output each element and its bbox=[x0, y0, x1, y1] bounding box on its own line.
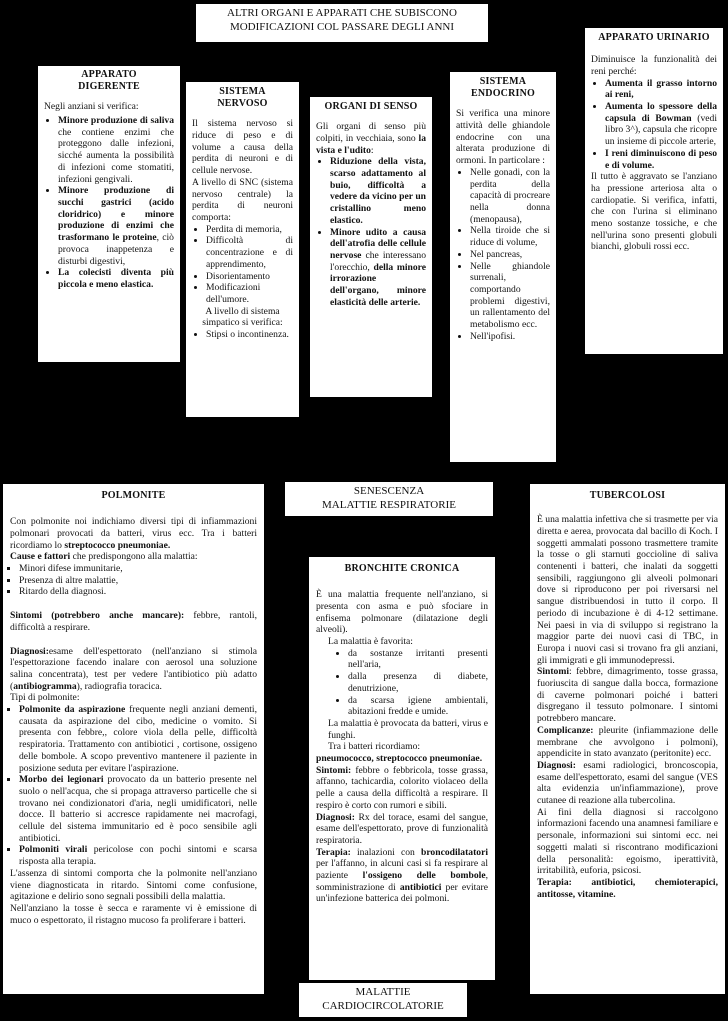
list-item: • da scarsa igiene ambientali, abitazioni fredde e umide. bbox=[348, 695, 488, 718]
card-bronchite-cronica bbox=[309, 557, 495, 980]
list-item: ▪ Presenza di altre malattie, bbox=[19, 575, 257, 587]
list-item: • Stipsi o incontinenza. bbox=[206, 329, 293, 341]
paragraph: È una malattia infettiva che si trasmette per via diretta e aerea, provocata dal bacillo di Koch. I soggetti ammalati possono trasmettere tramite la tosse o gli starnuti goccioline di saliva contenenti i batteri, che inalati da soggetti sensibili, raggiungono gli alveoli polmonari dove si riproducono per poi riversarsi nel sangue distribuendosi in tutto il corpo. Il periodo di incubazione è di 4-12 settimane. Nei paesi in via di sviluppo si registrano la maggior parte dei nuovi casi di TBC, in Europa i nuovi casi si trovano fra gli anziani, gli immigrati e gli immunodepressi. bbox=[537, 514, 718, 666]
list-item: ▪ Morbo dei legionari provocato da un batterio presente nel suolo o nell'acqua, che si propaga attraverso particelle che si trovano nei condizionatori d'aria, negli umidificatori, nelle docce. Il batterio si accresce rapidamente nei macrofagi, cellule del sistema immunitario ed è poco sensibile agli antibiotici. bbox=[19, 774, 257, 844]
list-item: • Aumenta il grasso intorno ai reni, bbox=[605, 78, 717, 101]
card-title: SISTEMA NERVOSO bbox=[217, 86, 268, 110]
bottom-title-line-1: MALATTIE bbox=[355, 986, 411, 998]
list-item: • Nella tiroide che si riduce di volume, bbox=[470, 225, 550, 248]
paragraph: A livello di SNC (sistema nervoso centrale) la perdita di neuroni comporta: bbox=[192, 176, 293, 223]
paragraph: Il tutto è aggravato se l'anziano ha pressione arteriosa alta o cardiopatie. Si verifica, infatti, che con l'urina si eliminano meno sostanze tossiche, e che nell'urina sono presenti globuli bianchi, globuli rossi ecc. bbox=[591, 171, 717, 253]
paragraph: La malattia è provocata da batteri, virus e funghi. bbox=[328, 717, 488, 741]
nervoso-list-2 bbox=[192, 329, 293, 341]
card-organi-di-senso bbox=[310, 97, 432, 397]
list-item: • Riduzione della vista, scarso adattamento al buio, difficoltà a vedere da vicino per un cristallino meno elastico. bbox=[330, 156, 426, 226]
list-item: • Disorientamento bbox=[206, 271, 293, 283]
list-item: ▪ Polmonite da aspirazione frequente negli anziani dementi, causata da aspirazione del cibo, medicine o vomito. Si presenta con febbre,, colore viola della pelle, difficoltà respiratoria. Trattamento con antibiotici , cortisone, ossigeno delle bombole. A scopo preventivo mantenere il paziente in posizione seduta per evitare l'aspirazione. bbox=[19, 704, 257, 774]
paragraph: Complicanze: pleurite (infiammazione delle membrane che avvolgono i polmoni), appendicite in stato avanzato (peritonite) ecc. bbox=[537, 724, 718, 760]
card-sistema-nervoso bbox=[186, 82, 299, 417]
list-item: • Perdita di memoria, bbox=[206, 224, 293, 236]
list-item: • Nelle ghiandole surrenali, comportando problemi digestivi, un rallentamento del metabolismo ecc. bbox=[470, 261, 550, 331]
center-title-line-1: SENESCENZA bbox=[353, 485, 425, 497]
paragraph: Diagnosi:esame dell'espettorato (nell'anziano si stimola l'espettorazione facendo inalare con aerosol una soluzione salina concentrata), test per vedere l'antibiotico più adatto (antibiogramma), radiografia toracica. bbox=[10, 645, 257, 692]
paragraph: Tipi di polmonite: bbox=[10, 692, 80, 704]
card-title: SISTEMA ENDOCRINO bbox=[470, 76, 536, 100]
list-item: • Aumenta lo spessore della capsula di Bowman (vedi libro 3^), capsula che ricopre un insieme di piccole arterie, bbox=[605, 101, 717, 148]
list-item: ▪ Minori difese immunitarie, bbox=[19, 563, 257, 575]
paragraph: Tra i batteri ricordiamo: bbox=[328, 741, 421, 753]
paragraph: Cause e fattori che predispongono alla malattia: bbox=[10, 551, 198, 563]
list-item: ▪ Polmoniti virali pericolose con pochi sintomi e scarsa risposta alla terapia. bbox=[19, 844, 257, 867]
paragraph: È una malattia frequente nell'anziano, si presenta con asma e può sfociare in enfisema polmonare (dilatazione degli alveoli). bbox=[316, 589, 488, 636]
nervoso-list bbox=[192, 224, 293, 306]
tipi-list bbox=[10, 704, 257, 868]
card-polmonite bbox=[3, 484, 264, 994]
paragraph: Diagnosi: esami radiologici, broncoscopia, esame dell'espettorato, esami del sangue (VES alta evidenzia un'infiammazione), prove cutanee di reazione alla tubercolina. bbox=[537, 759, 718, 807]
list-item: • La colecisti diventa più piccola e meno elastica. bbox=[58, 267, 174, 290]
paragraph: Ai fini della diagnosi si raccolgono informazioni facendo una anamnesi familiare e personale, informazioni sui sintomi ecc. nei soggetti malati si riscontrano modificazioni della personalità: egoismo, iperattività, irritabilità, euforia, psicosi. bbox=[537, 806, 718, 877]
paragraph: Il sistema nervoso si riduce di peso e di volume a causa della perdita di neuroni e di cellule nervose. bbox=[192, 118, 293, 177]
card-intro: Negli anziani si verifica: bbox=[44, 101, 139, 113]
paragraph: Si verifica una minore attività delle ghiandole endocrine con una alterata produzione di ormoni. In particolare : bbox=[456, 108, 550, 167]
bronchite-list bbox=[316, 648, 488, 718]
list-item: • Difficoltà di concentrazione e di apprendimento, bbox=[206, 235, 293, 270]
paragraph: Sintomi: febbre o febbricola, tosse grassa, affanno, tachicardia, colorito violaceo della pelle a causa della difficoltà a respirare. Il respiro è corto con rumori e sibili. bbox=[316, 764, 488, 811]
list-item: • dalla presenza di diabete, denutrizione, bbox=[348, 671, 488, 694]
list-item: • Modificazioni dell'umore. bbox=[206, 282, 293, 305]
card-title: POLMONITE bbox=[101, 490, 166, 501]
paragraph: pneumococco, streptococco pneumoniae. bbox=[316, 753, 483, 765]
center-title-line-2: MALATTIE RESPIRATORIE bbox=[322, 498, 456, 511]
card-title: BRONCHITE CRONICA bbox=[344, 563, 460, 574]
paragraph: Diagnosi: Rx del torace, esami del sangue, esame dell'espettorato, prove di funzionalità respiratoria. bbox=[316, 811, 488, 846]
page-header bbox=[195, 3, 489, 43]
card-title: APPARATO URINARIO bbox=[598, 32, 710, 43]
center-title bbox=[284, 481, 494, 517]
card-title: TUBERCOLOSI bbox=[589, 490, 666, 501]
list-item: • Nel pancreas, bbox=[470, 249, 550, 261]
card-apparato-urinario bbox=[585, 28, 723, 354]
list-item: • Minore produzione di saliva che contiene enzimi che proteggono dalle infezioni, sicché aumenta la possibilità di infezioni come stomatiti, infezioni gengivali. bbox=[58, 115, 174, 185]
list-item: • Nell'ipofisi. bbox=[470, 331, 550, 343]
list-item: • Nelle gonadi, con la perdita della capacità di procreare nella donna (menopausa), bbox=[470, 167, 550, 226]
header-line-2: MODIFICAZIONI COL PASSARE DEGLI ANNI bbox=[229, 20, 455, 33]
paragraph: Sintomi: febbre, dimagrimento, tosse grassa, fuoriuscita di sangue dalla bocca, formazione di caverne polmonari poiché i batteri disgregano il tessuto polmonare. I sintomi potrebbero mancare. bbox=[537, 666, 718, 725]
card-title: ORGANI DI SENSO bbox=[324, 101, 418, 112]
paragraph: Con polmonite noi indichiamo diversi tipi di infiammazioni polmonari provocati da batteri, virus ecc. Tra i batteri ricordiamo lo streptococco pneumoniae. bbox=[10, 516, 257, 551]
cause-list bbox=[10, 563, 257, 598]
paragraph: L'assenza di sintomi comporta che la polmonite nell'anziano viene diagnosticata in ritardo. Sintomi come confusione, agitazione e delirio sono segnali possibili della malattia. bbox=[10, 867, 257, 903]
list-item: • I reni diminuiscono di peso e di volume. bbox=[605, 148, 717, 171]
paragraph: Sintomi (potrebbero anche mancare): febbre, rantoli, difficoltà a respirare. bbox=[10, 610, 257, 633]
paragraph: A livello di sistema simpatico si verifica: bbox=[202, 305, 283, 329]
list-item: ▪ Ritardo della diagnosi. bbox=[19, 586, 257, 598]
bottom-title bbox=[298, 982, 468, 1018]
card-tubercolosi bbox=[530, 484, 725, 994]
card-title: APPARATO DIGERENTE bbox=[78, 69, 140, 93]
paragraph: La malattia è favorita: bbox=[328, 636, 413, 647]
list-item: • da sostanze irritanti presenti nell'aria, bbox=[348, 648, 488, 671]
list-item: • Minore udito a causa dell'atrofia delle cellule nervose che interessano l'orecchio, della minore irrorazione dell'organo, minore elasticità delle arterie. bbox=[330, 227, 426, 309]
card-sistema-endocrino bbox=[450, 72, 556, 462]
sensi-list bbox=[316, 156, 426, 308]
paragraph: Gli organi di senso più colpiti, in vecchiaia, sono la vista e l'udito: bbox=[316, 121, 426, 156]
list-item: • Minore produzione di succhi gastrici (acido cloridrico) e minore produzione di enzimi che trasformano le proteine, ciò provoca inappetenza e disturbi digestivi, bbox=[58, 185, 174, 267]
paragraph: Terapia: inalazioni con broncodilatatori per l'affanno, in alcuni casi si fa respirare al paziente l'ossigeno delle bombole, somministrazione di antibiotici per evitare un'infezione batterica dei polmoni. bbox=[316, 846, 489, 905]
bottom-title-line-2: CARDIOCIRCOLATORIE bbox=[322, 999, 444, 1012]
paragraph: Nell'anziano la tosse è secca e raramente vi è emissione di muco o espettorato, il ristagno mucoso fa proliferare i batteri. bbox=[10, 902, 257, 926]
paragraph: Diminuisce la funzionalità dei reni perché: bbox=[591, 54, 717, 77]
digerente-list bbox=[44, 115, 174, 291]
endocrino-list bbox=[456, 167, 550, 343]
card-apparato-digerente bbox=[38, 66, 180, 362]
urinario-list bbox=[591, 78, 717, 172]
paragraph: Terapia: antibiotici, chemioterapici, antitosse, vitamine. bbox=[537, 876, 718, 900]
header-line-1: ALTRI ORGANI E APPARATI CHE SUBISCONO bbox=[227, 7, 457, 19]
